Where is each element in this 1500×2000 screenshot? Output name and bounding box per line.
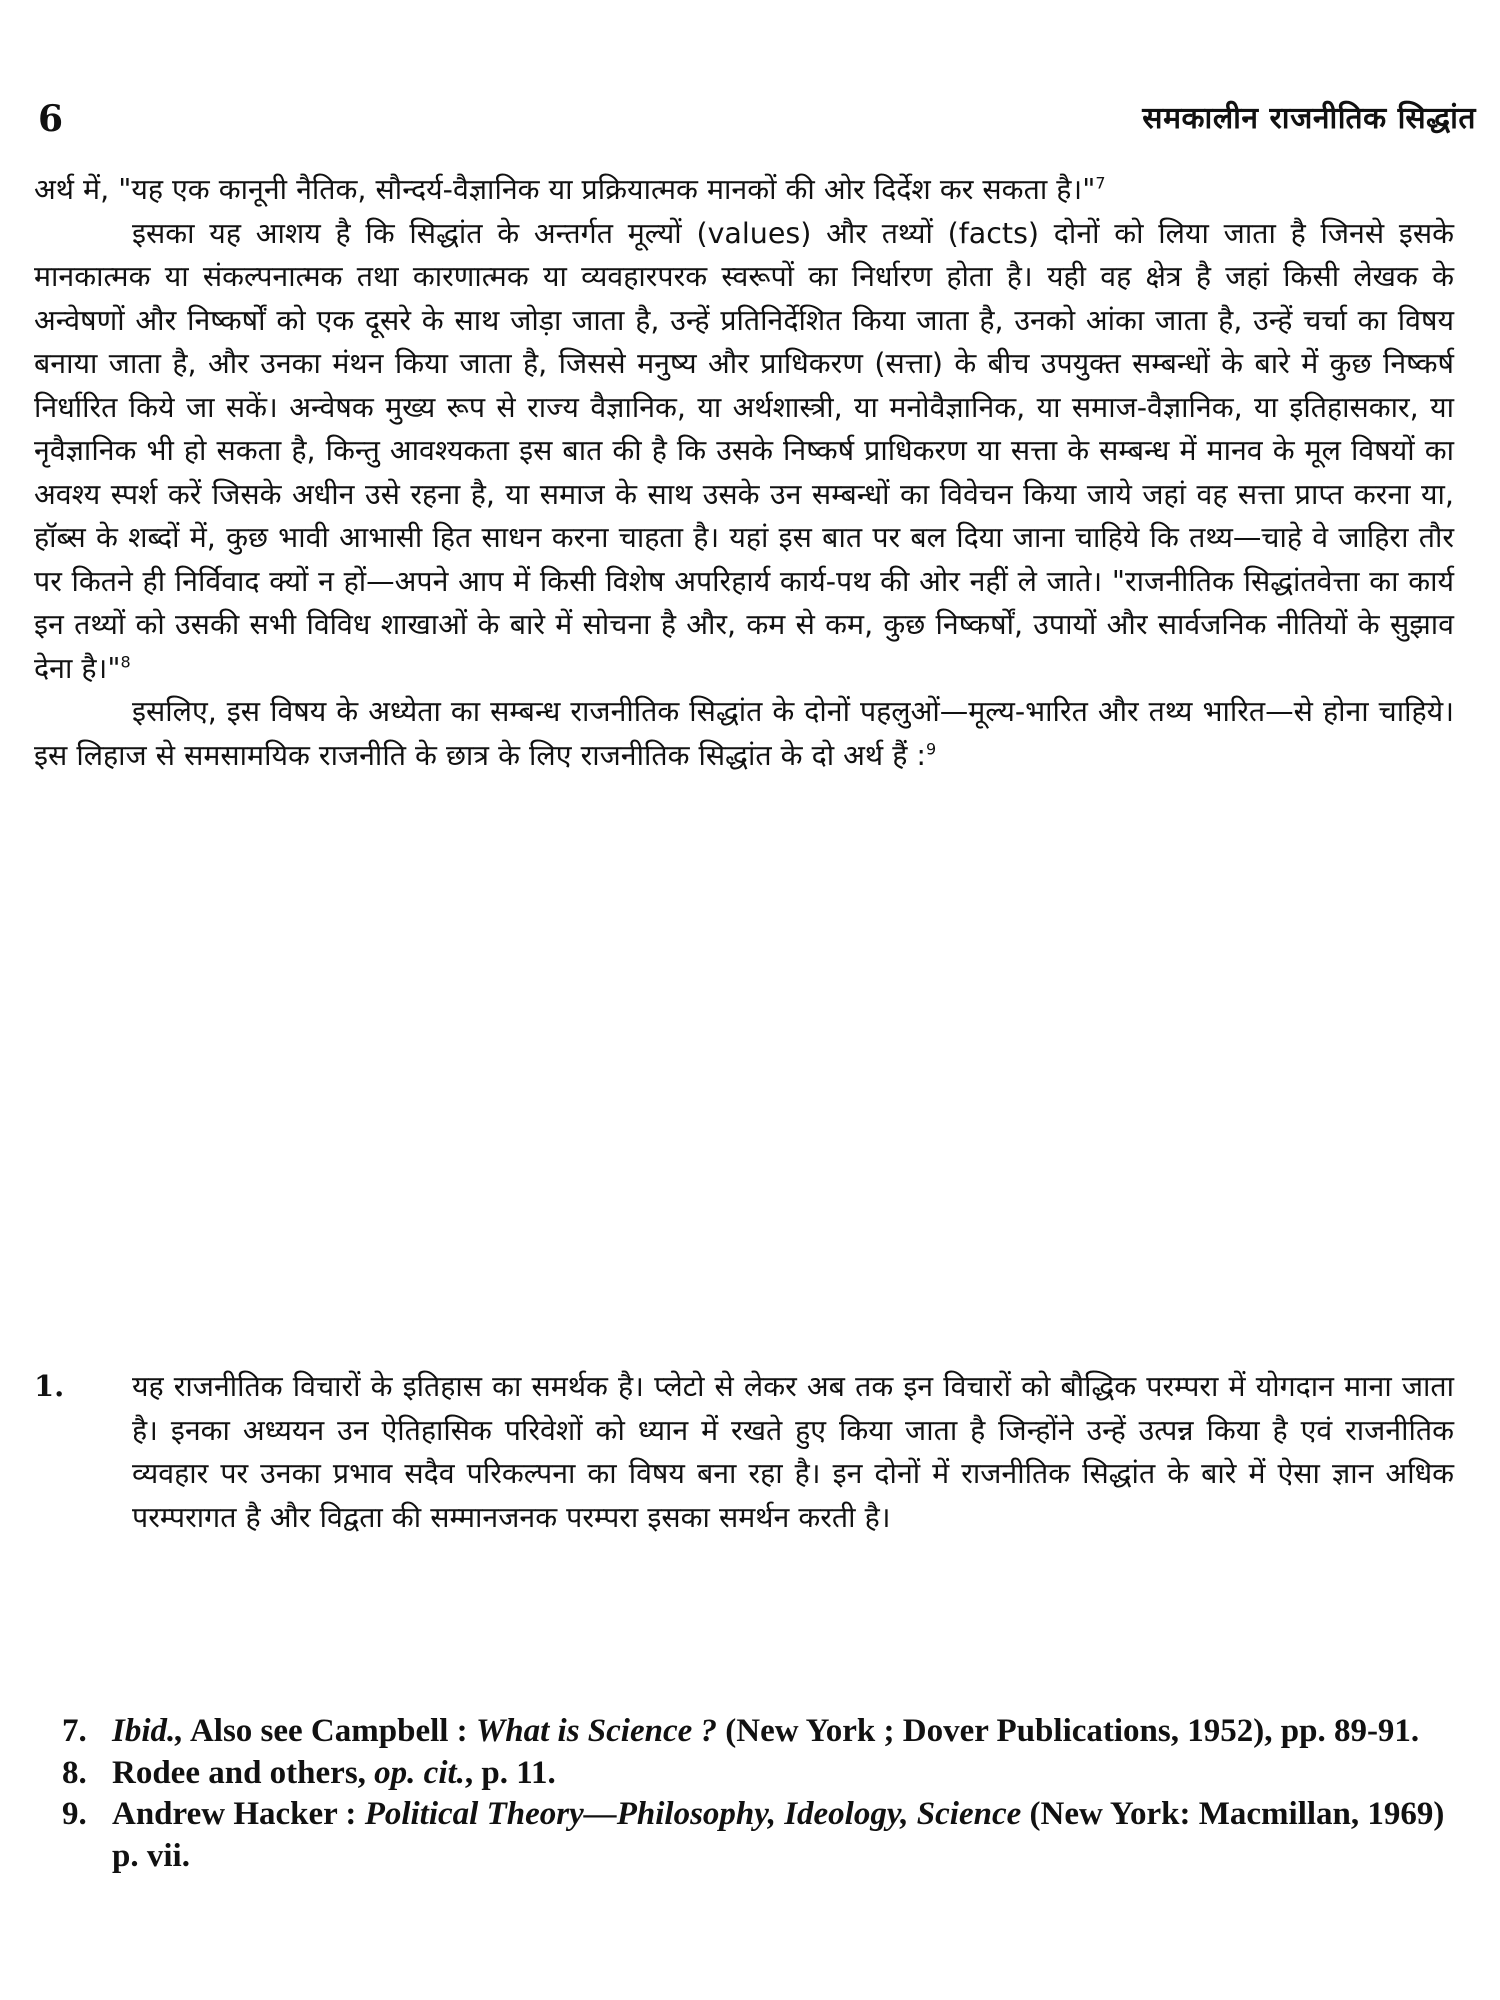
footnote-title: Political Theory—Philosophy, Ideology, Science	[364, 1796, 1022, 1832]
footnotes	[62, 1711, 1452, 1877]
paragraph	[34, 690, 1454, 777]
list-item-number: 1.	[34, 1369, 65, 1403]
paragraph-text: इसका यह आशय है कि सिद्धांत के अन्तर्गत मूल्यों (values) और तथ्यों (facts) दोनों को लिया जाता है जिनसे इसके मानकात्मक या संकल्पनात्मक तथा कारणात्मक या व्यवहारपरक स्वरूपों का निर्धारण होता है। यही वह क्षेत्र है जहां किसी लेखक के अन्वेषणों और निष्कर्षों को एक दूसरे के साथ जोड़ा जाता है, उन्हें प्रतिनिर्देशित किया जाता है, उनको आंका जाता है, उन्हें चर्चा का विषय बनाया जाता है, और उनका मंथन किया जाता है, जिससे मनुष्य और प्राधिकरण (सत्ता) के बीच उपयुक्त सम्बन्धों के बारे में कुछ निष्कर्ष निर्धारित किये जा सकें। अन्वेषक मुख्य रूप से राज्य वैज्ञानिक, या अर्थशास्त्री, या मनोवैज्ञानिक, या समाज-वैज्ञानिक, या इतिहासकार, या नृवैज्ञानिक भी हो सकता है, किन्तु आवश्यकता इस बात की है कि उसके निष्कर्ष प्राधिकरण या सत्ता के सम्बन्ध में मानव के मूल विषयों का अवश्य स्पर्श करें जिसके अधीन उसे रहना है, या समाज के साथ उसके उन सम्बन्धों का विवेचन किया जाये जहां वह सत्ता प्राप्त करना या, हॉब्स के शब्दों में, कुछ भावी आभासी हित साधन करना चाहता है। यहां इस बात पर बल दिया जाना चाहिये कि तथ्य—चाहे वे जाहिरा तौर पर कितने ही निर्विवाद क्यों न हों—अपने आप में किसी विशेष अपरिहार्य कार्य-पथ की ओर नहीं ले जाते। "राजनीतिक सिद्धांतवेत्ता का कार्य इन तथ्यों को उसकी सभी विविध शाखाओं के बारे में सोचना है और, कम से कम, कुछ निष्कर्षों, उपायों और सार्वजनिक नीतियों के सुझाव देना है।"	[34, 216, 1454, 685]
footnote-8	[62, 1753, 1452, 1795]
footnote-7	[62, 1711, 1452, 1753]
numbered-list	[34, 1365, 1454, 1539]
page-header	[38, 82, 1476, 142]
running-head: समकालीन राजनीतिक सिद्धांत	[1142, 101, 1476, 136]
footnote-text: Andrew Hacker :	[112, 1796, 365, 1832]
footnote-ref: 9	[926, 739, 937, 758]
footnote-number: 9.	[62, 1796, 87, 1832]
footnote-ibid: Ibid.,	[112, 1713, 184, 1749]
footnote-title: What is Science ?	[475, 1713, 718, 1749]
paragraph	[34, 212, 1454, 691]
footnote-text: (New York ; Dover Publications, 1952), pp. 89-91.	[717, 1713, 1420, 1749]
footnote-text: , p. 11.	[464, 1754, 556, 1791]
footnote-ref: 7	[1095, 173, 1106, 193]
list-item-text: यह राजनीतिक विचारों के इतिहास का समर्थक है। प्लेटो से लेकर अब तक इन विचारों को बौद्धिक परम्परा में योगदान माना जाता है। इनका अध्ययन उन ऐतिहासिक परिवेशों को ध्यान में रखते हुए किया जाता है जिन्होंने उन्हें उत्पन्न किया है एवं राजनीतिक व्यवहार पर उनका प्रभाव सदैव परिकल्पना का विषय बना रहा है। इन दोनों में राजनीतिक सिद्धांत के बारे में ऐसा ज्ञान अधिक परम्परागत है और विद्वता की सम्मानजनक परम्परा इसका समर्थन करती है।	[132, 1370, 1454, 1534]
paragraph-text: इसलिए, इस विषय के अध्येता का सम्बन्ध राजनीतिक सिद्धांत के दोनों पहलुओं—मूल्य-भारित और तथ्य भारित—से होना चाहिये। इस लिहाज से समसामयिक राजनीति के छात्र के लिए राजनीतिक सिद्धांत के दो अर्थ हैं :	[34, 695, 1454, 772]
footnote-ref: 8	[120, 652, 131, 671]
footnote-9	[62, 1794, 1452, 1877]
footnote-title: op. cit.	[374, 1754, 465, 1791]
page-number: 6	[38, 98, 64, 140]
body-text	[34, 168, 1454, 777]
footnote-text: Also see Campbell :	[183, 1713, 476, 1749]
footnote-number: 8.	[62, 1754, 87, 1791]
footnote-text: Rodee and others,	[112, 1754, 375, 1791]
footnote-number: 7.	[62, 1713, 87, 1749]
paragraph-text: अर्थ में, "यह एक कानूनी नैतिक, सौन्दर्य-वैज्ञानिक या प्रक्रियात्मक मानकों की ओर दिर्देश कर सकता है।"	[34, 173, 1096, 206]
paragraph	[34, 168, 1454, 212]
list-item	[34, 1365, 1454, 1539]
footnote-text: (New York: Macmillan, 1969) p. vii.	[112, 1796, 1445, 1874]
